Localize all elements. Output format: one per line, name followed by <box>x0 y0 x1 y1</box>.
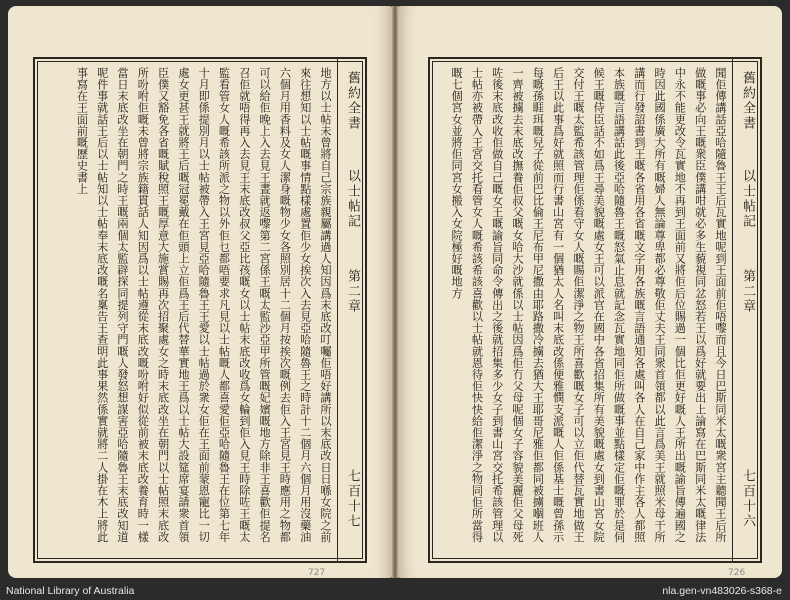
left-running-header <box>338 59 364 561</box>
left-text-frame <box>33 57 367 563</box>
footer-bar <box>0 583 790 600</box>
right-body-text: 聞佢傳講話亞哈隨魯王王后瓦實地呢到王面前佢唔嚟而且今日巴斯同米太嘅衆宮主聽聞王后所做嘅事必向王嘅衆臣僕講咁就必多生藐視同忿怒若王以爲好就要出上論寫在巴斯同米太嘅律法中永不能更改令瓦實地不再到王面前又將佢后位賜過一個比佢更好嘅人王所出嘅諭旨傳遍國之時因此國係廣大所有嘅婦人無論尊卑都必尊敬佢丈夫王同衆首領都以此言爲美王就照米母干所講而行發詔書到王嘅各省用各省嘅文字用各族嘅言語通知各處叫各人在自己家中作主各人都照本族嘅言語講話此後亞哈隨魯王嘅怒氣止息就記念瓦實地同佢所做嘅事並點樣定佢嘅罪於是伺候王嘅侍臣話不如爲王尋美貌嘅處女王可以派官在國中各省招集所有美貌嘅處女到書山宮女院交付王嘅太監希該管理佢係看守女人嘅賜佢潔淨之物王所喜歡嘅女子可以立佢代替瓦實地做王后王以此事爲好就照而行書山宮有一個猶太人名叫末底改係便雅憫支派嘅人佢係基士嘅曾孫示每嘅孫睚珥嘅兒子從前巴比倫王尼布甲尼撒由耶路撒冷擄去猶大王耶哥尼雅佢都同被擄嗰班人一齊被擄去末底改撫養佢叔父嘅女哈大沙就係以士帖因爲佢冇父母呢個女子容貌美麗佢父母死咗後末底改收佢做自己嘅女王嘅諭旨同命令傳出之後就招集多少女子到書山宮交托希該管理以士帖亦被帶入王宮交托看管女人嘅希該希該喜歡以士帖就恩待佢快快給佢潔淨之物同佢所當得嘅七個宮女並將佢同宮女搬入女院極好嘅地方 <box>450 67 727 543</box>
right-book-name: 以士帖記 <box>740 169 755 229</box>
right-running-header <box>733 59 759 561</box>
left-page <box>8 6 392 578</box>
left-chapter: 第二章 <box>345 269 360 314</box>
left-book-title: 舊約全書 <box>345 71 360 131</box>
left-body-text: 地方以士帖未曾將自己宗族親屬講過人知因爲末底改叮囑佢唔好講所以末底改日日喺女院之前來往想知以士帖嘅事情點樣處置佢少女挨次入去見亞哈隨魯王之時計十二個月六個月用沒藥油六個月用香料及女人潔身嘅物少女各照別居十二個月按挨次嘅例去佢入王宮見王時應用之物都可以給佢晚上入去見王晝就返嚟第二宮係王嘅太監沙亞甲所管嘅妃嬪嘅地方除非王喜歡佢提名召佢就唔得再入去見王末底改叔父亞比孩嘅女以士帖末底改收爲女輪到佢入見王時除咗王嘅太監看管女人嘅希該所派之物以外佢乜都唔要求凡見以士帖嘅人都喜愛佢亞哈隨魯王在位第七年十月即係提別月以士帖被帶入王宮見亞哈隨魯王王愛以士帖過於衆女佢在王面前蒙恩寵比一切處女更甚王就將王后嘅冠冕戴在佢頭上立佢爲王后代替華實地王爲以士帖大設筵席宴請衆首領臣僕又豁免各省嘅賦稅照王嘅厚意大施賞賜再次招聚處女之時末底改坐在朝門以士帖照末底改所吩咐佢嘅未曾將宗族籍貫話人知因爲以士帖遵從末底改嘅吩咐好似從前被末底改養育時一樣當日末底改坐在朝門之時王嘅兩個太監辟探同提列守門嘅人發怒想謀害亞哈隨魯王末底改知道呢件事就話王后以士帖知以士帖奉末底改嘅名稟告王查明此事果然係實就將二人掛在木上將此事寫在王面前嘅歷史書上 <box>75 67 332 543</box>
right-pencil-folio: 726 <box>728 568 746 578</box>
right-page <box>398 6 782 578</box>
right-chapter: 第二章 <box>740 269 755 314</box>
left-pencil-folio: 727 <box>308 568 326 578</box>
library-credit: National Library of Australia <box>6 585 135 597</box>
image-identifier: nla.gen-vn483026-s368-e <box>662 585 782 597</box>
left-page-number: 七百十七 <box>345 469 360 529</box>
right-text-frame <box>428 57 762 563</box>
right-page-number: 七百十六 <box>740 469 755 529</box>
right-book-title: 舊約全書 <box>740 71 755 131</box>
left-book-name: 以士帖記 <box>345 169 360 229</box>
